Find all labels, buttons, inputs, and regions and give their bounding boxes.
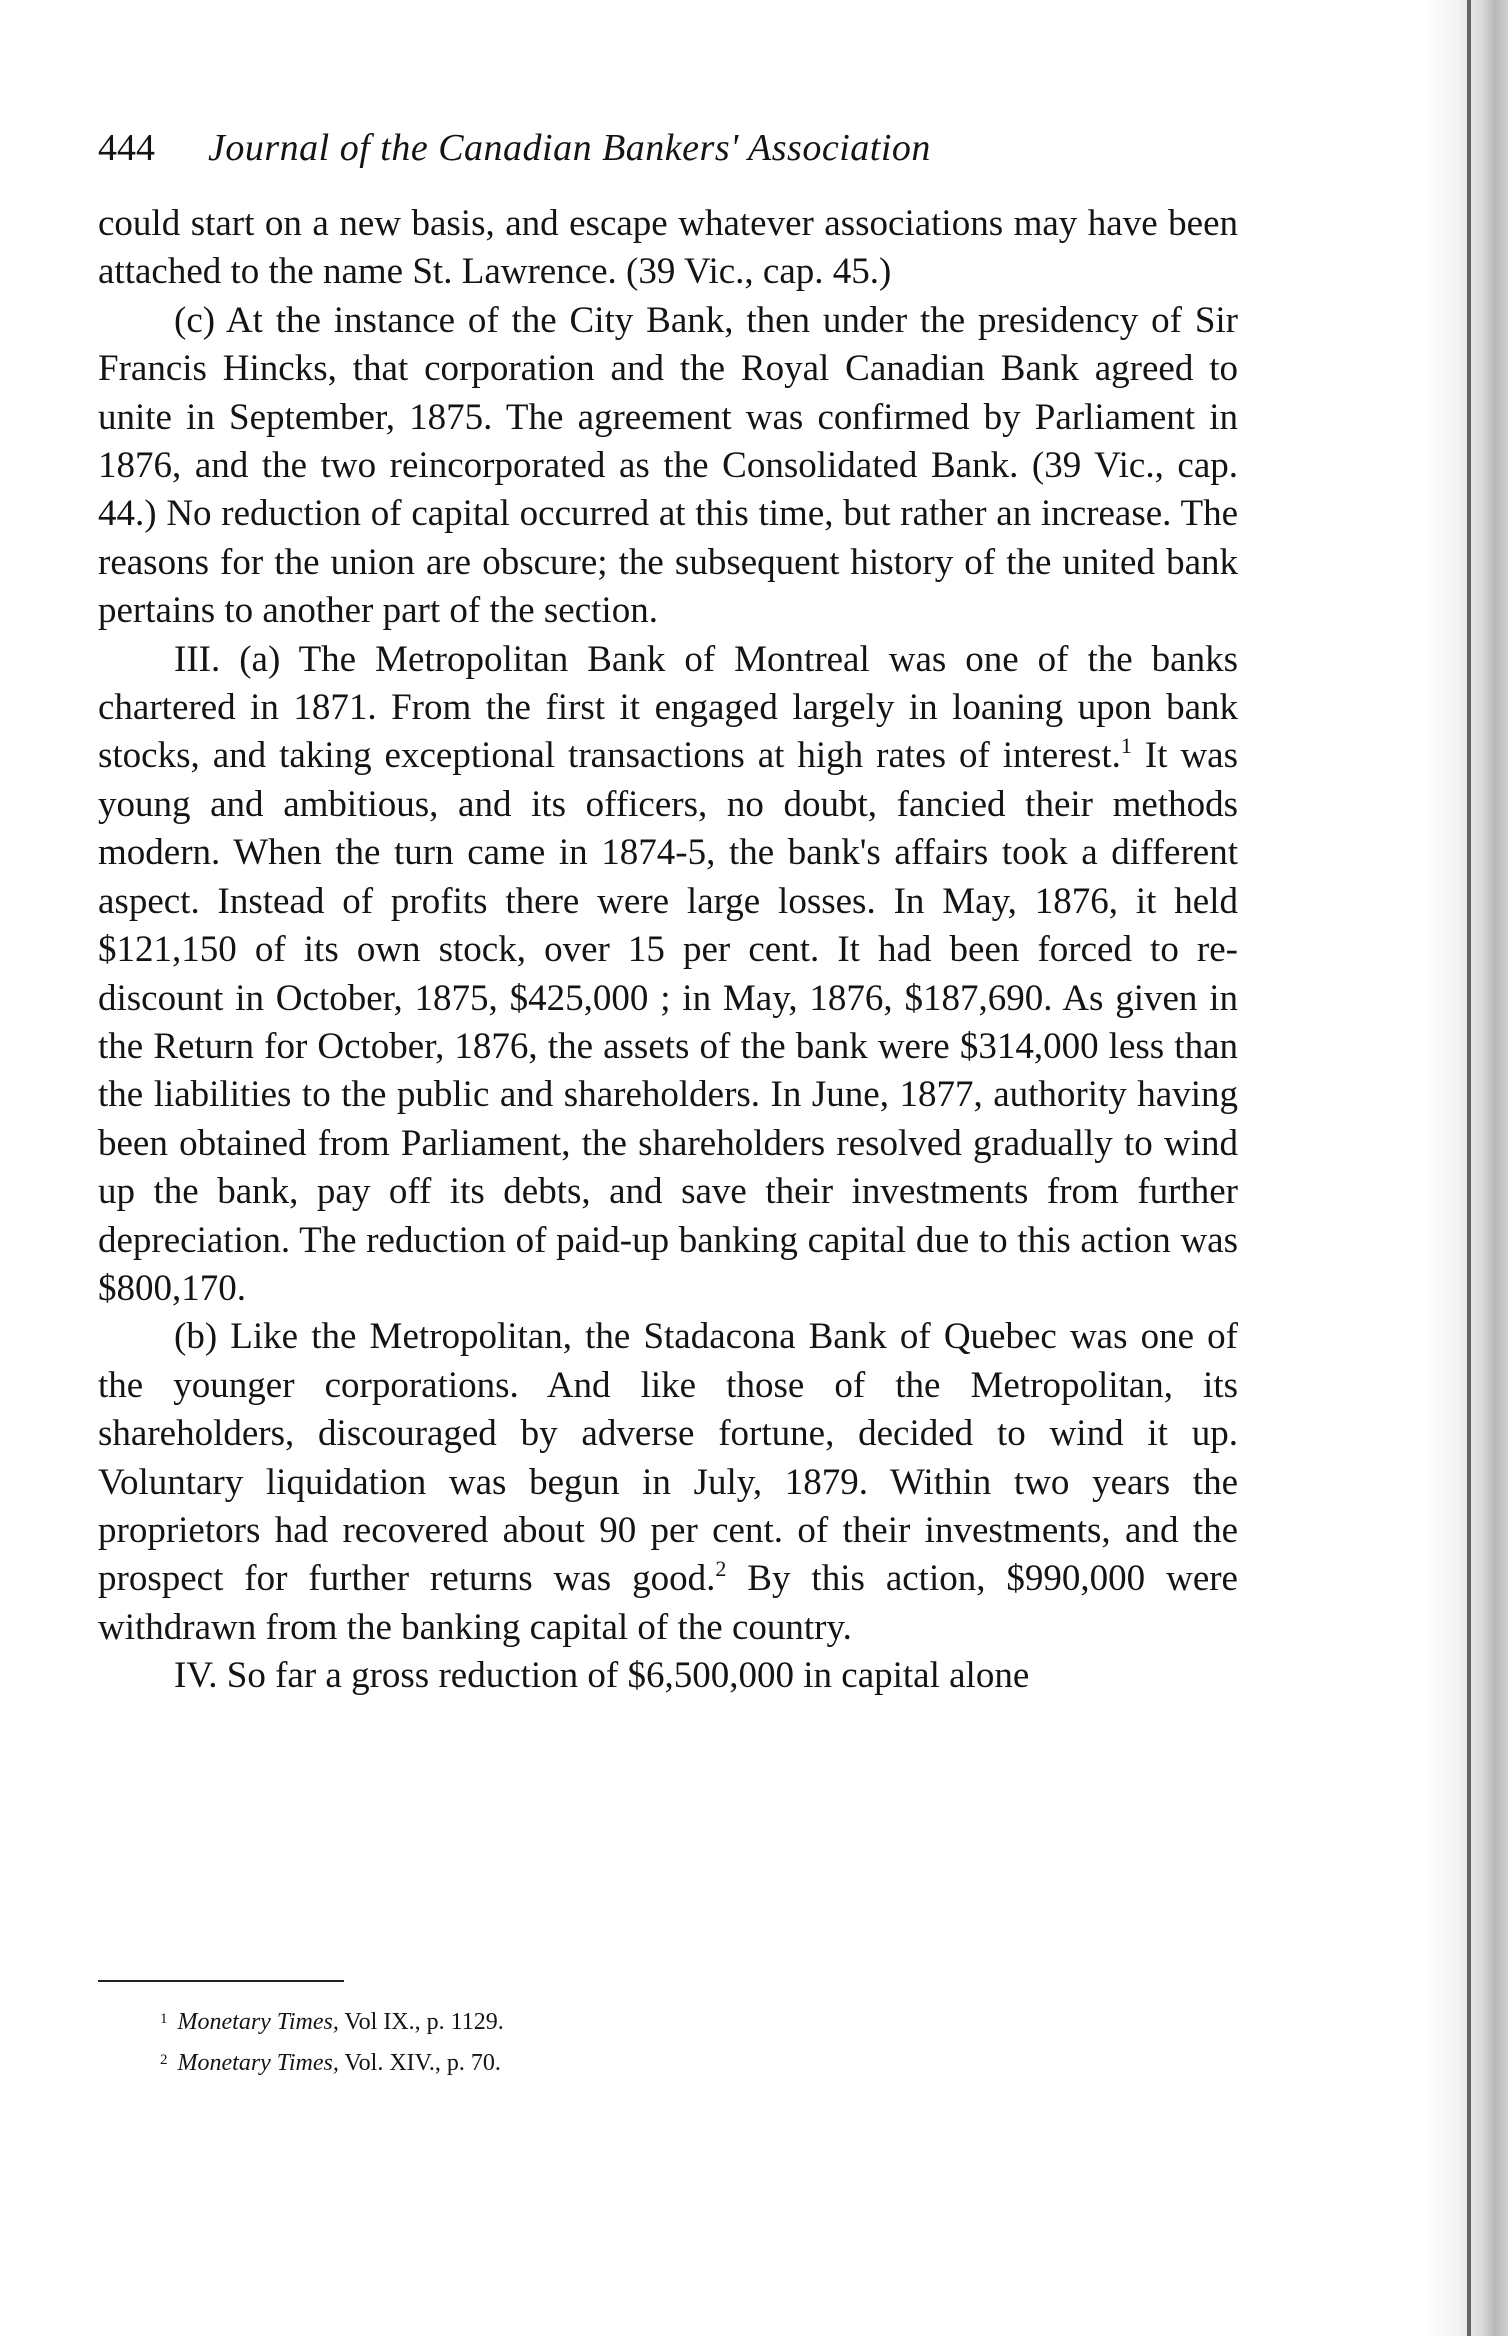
footnote-reference: Vol IX., p. 1129. [344,2009,504,2035]
footnote-reference: Vol. XIV., p. 70. [344,2050,501,2076]
running-title: Journal of the Canadian Bankers' Association [208,127,931,169]
paragraph-metropolitan-part-2: It was young and ambitious, and its officers, no doubt, fancied their methods modern. When the turn came in 1874-5, the bank's affairs took a different aspect. Instead of profits there were large losses. In May, 1876, it held $121,150 of its own stock, over 15 per cent. It had been forced to re-discount in October, 1875, $425,000 ; in May, 1876, $187,690. As given in the Return for October, 1876, the assets of the bank were $314,000 less than the liabilities to the public and shareholders. In June, 1877, authority having been obtained from Parliament, the shareholders resolved gradually to wind up the bank, pay off its debts, and save their investments from further depreciation. The reduction of paid-up banking capital due to this action was $800,170. [98,735,1238,1309]
footnote-divider [98,1980,344,1982]
paragraph-gross-reduction: IV. So far a gross reduction of $6,500,000 in capital alone [174,1655,1030,1697]
footnotes [160,2000,1060,2082]
paragraph-city-bank: (c) At the instance of the City Bank, then under the presidency of Sir Francis Hincks, that corporation and the Royal Canadian Bank agreed to unite in September, 1875. The agreement was confirmed by Parliament in 1876, and the two reincorporated as the Consolidated Bank. (39 Vic., cap. 44.) No reduction of capital occurred at this time, but rather an increase. The reasons for the union are obscure; the subsequent history of the united bank pertains to another part of the section. [98,299,1238,632]
paragraph-continued: could start on a new basis, and escape whatever associations may have been attached to the name St. Lawrence. (39 Vic., cap. 45.) [98,203,1238,293]
page-edge-shadow [1423,0,1508,2336]
body-text [98,200,1238,1701]
footnote-mark: 1 [160,2011,168,2027]
running-header [98,118,1248,178]
paragraph-stadacona-part-2: By this action, $990,000 were withdrawn from the banking capital of the country. [98,1558,1238,1648]
footnote-ref-1: 1 [1120,733,1132,759]
footnote-ref-2: 2 [715,1556,727,1582]
footnote [160,2041,1060,2082]
footnote-publication: Monetary Times, [177,2050,339,2076]
footnote [160,2000,1060,2041]
paragraph-stadacona-part-1: (b) Like the Metropolitan, the Stadacona Bank of Quebec was one of the younger corporations. And like those of the Metropolitan, its shareholders, discouraged by adverse fortune, decided to wind it up. Voluntary liquidation was begun in July, 1879. Within two years the proprietors had recovered about 90 per cent. of their investments, and the prospect for further returns was good. [98,1316,1238,1600]
paragraph-metropolitan-part-1: III. (a) The Metropolitan Bank of Montreal was one of the banks chartered in 1871. From the first it engaged largely in loaning upon bank stocks, and taking exceptional transactions at high rates of interest. [98,638,1238,777]
binding-edge-line [1467,0,1471,2336]
page-number: 444 [98,127,155,169]
footnote-mark: 2 [160,2052,168,2068]
paragraph-stadacona-bank [98,1313,1238,1652]
footnote-publication: Monetary Times, [177,2009,339,2035]
paragraph-metropolitan-bank [98,636,1238,1314]
